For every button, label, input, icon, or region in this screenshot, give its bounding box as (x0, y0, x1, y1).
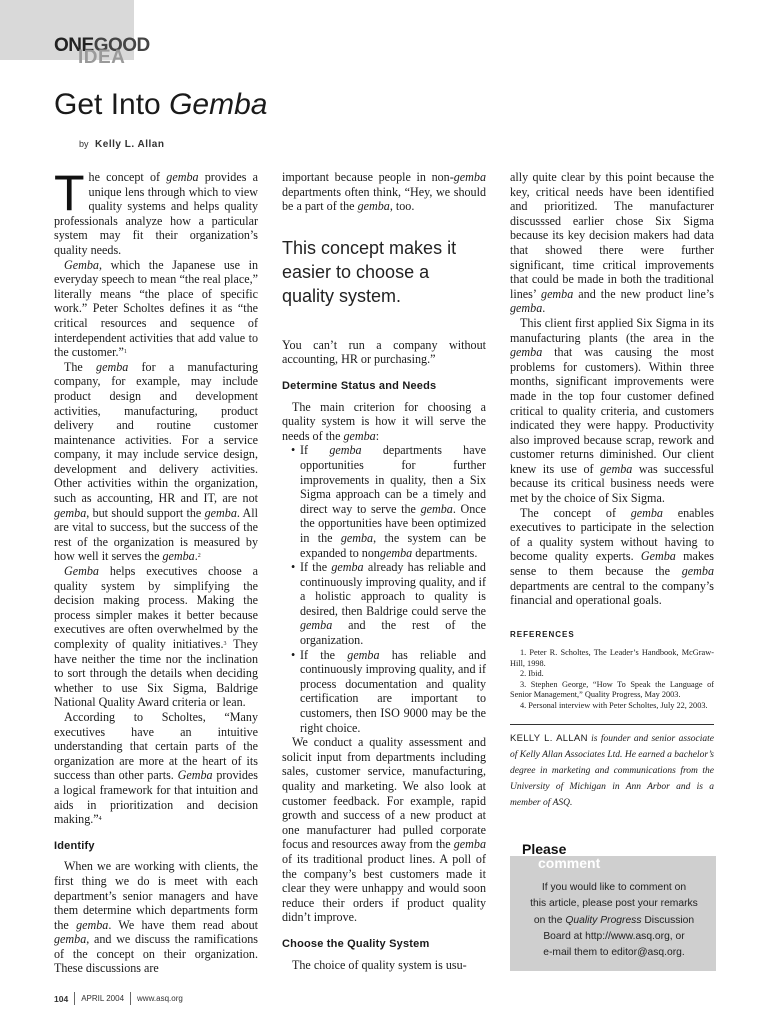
title-italic: Gemba (169, 88, 268, 121)
page-title (54, 88, 267, 122)
article-paragraph: According to Scholtes, “Many executives have an intuitive understanding that certain parts of the organization are more at the heart of its success than other parts. Gemba provides a logical framework for that intuition and aids in prioritization and decision making.”$^4$ (54, 709, 258, 827)
tag-good: GOOD (93, 35, 150, 56)
pull-quote: This concept makes it easier to choose a quality system. (282, 237, 457, 306)
byline-by: by (79, 139, 89, 149)
article-paragraph: The concept of gemba enables executives to participate in the selection of a quality system without having to become quality experts. Gemba makes sense to them because the gemba departments are central to the company’s financial and operational goals. (510, 505, 714, 608)
list-item: • If the gemba has reliable and continuously improving quality, and if process documentation and quality certification are important to customers, then ISO 9000 may be the right choice. (291, 647, 486, 735)
comment-title-line1: Please (522, 842, 600, 856)
article-paragraph: We conduct a quality assessment and solicit input from departments including sales, customer service, manufacturing, quality and marketing. We also look at customer feedback. For example, rapid growth and success of a new product at one manufacturer had pulled corporate focus and resources away from the gemba of its traditional product lines. A poll of the company’s best customers made it clear they were unhappy and would soon reduce their orders if product quality didn’t improve. (282, 735, 486, 925)
article-paragraph: Gemba helps executives choose a quality system by simplifying the decision making process. Making the process simpler makes it better because executives are often overwhelmed by the complexity of quality initiatives.$^3$ They have neither the time nor the inclination to sort through the details when deciding whether to use Six Sigma, Baldrige National Quality Award criteria or lean. (54, 564, 258, 710)
article-paragraph: This client first applied Six Sigma in its manufacturing plants (the area in the gemba that was causing the most problems for customers). Within three months, significant improvements were made in the top four customer defined critical to quality criteria, and customers indicated they were happy. Productivity also improved because scrap, rework and customer returns diminished. Our client knew its use of gemba was successful because its critical business needs were met by the choice of Six Sigma. (510, 315, 714, 506)
article-paragraph: When we are working with clients, the first thing we do is meet with each department’s senior managers and have them determine which departments form the gemba. We have them read about gemba, and we discuss the ramifications of the concept on their organization. These discussions are (54, 859, 258, 976)
comment-line: Board at http://www.asq.org, or (543, 930, 685, 942)
column-1 (54, 165, 259, 976)
heading-choose: Choose the Quality System (282, 937, 430, 950)
article-paragraph: The choice of quality system is usu- (292, 957, 467, 972)
article-paragraph: ally quite clear by this point because the key, critical needs have been identified and prioritized. The manufacturer discusssed earlier chose Six Sigma because its key decision makers had data that showed there were further significant, time critical improvements that could be made in both the traditional lines’ gemba and the new product line’s gemba. (510, 170, 714, 316)
page-footer (54, 992, 183, 1005)
reference-item: 2. Ibid. (520, 669, 544, 679)
author-bio (510, 724, 714, 811)
article-paragraph: The gemba for a manufacturing company, for example, may include product design and development activities, manufacturing, product delivery and routine customer maintenance activities. For a service company, it may include service design, development and delivery activities. Other activities within the organization, such as accounting, HR and IT, are not gemba, but should support the gemba. All are vital to success, but the success of the rest of the organization is measured by how well it serves the gemba.$^2$ (54, 359, 259, 564)
article-paragraph: Gemba, which the Japanese use in everyday speech to mean “the real place,” literally means “the place of specific work.” Peter Scholtes defines it as “the critical resources and sequence of interdependent activities that add value to the customer.”$^1$ (54, 257, 258, 360)
comment-line: e-mail them to editor@asq.org. (543, 947, 685, 959)
author-bio-text: is founder and senior associate of Kelly Allan Associates Ltd. He earned a bachelor’s degree in marketing and communications from the University of Michigan in Ann Arbor and is a member of ASQ. (510, 734, 714, 809)
comment-line: this article, please post your remarks (530, 898, 698, 910)
website: www.asq.org (137, 994, 183, 1003)
comment-body (518, 880, 710, 961)
article-paragraph: You can’t run a company without accounting, HR or purchasing.” (282, 337, 486, 367)
list-item: • If the gemba already has reliable and continuously improving quality, and if a holistic approach to quality is desired, then Baldrige could serve the gemba and the rest of the organization. (291, 560, 486, 648)
comment-publication: Quality Progress (565, 914, 642, 926)
author-bio-name: KELLY L. ALLAN (510, 733, 588, 745)
article-paragraph: important because people in non-gemba departments often think, “Hey, we should be a part of the gemba, too. (282, 170, 486, 214)
article-paragraph: The main criterion for choosing a quality system is how it will serve the needs of the gemba: (282, 399, 486, 443)
issue-date: APRIL 2004 (81, 994, 125, 1003)
column-3 (510, 170, 714, 811)
comment-line: on the Quality Progress Discussion (533, 914, 695, 926)
tag-one: ONE (54, 35, 94, 56)
comment-line: If you would like to comment on (541, 882, 687, 893)
footer-divider (74, 992, 75, 1005)
drop-cap: T (54, 165, 85, 221)
byline (79, 139, 164, 150)
heading-identify: Identify (54, 839, 95, 852)
column-2 (282, 170, 486, 972)
comment-title (522, 842, 600, 870)
section-tag (54, 36, 150, 67)
criteria-list (282, 443, 486, 735)
page-number: 104 (54, 993, 69, 1004)
byline-author: Kelly L. Allan (95, 139, 165, 150)
tag-idea: IDEA (78, 47, 126, 68)
references-heading: REFERENCES (510, 629, 575, 639)
comment-title-line2: comment (538, 855, 601, 871)
heading-determine: Determine Status and Needs (282, 379, 437, 392)
reference-item: 4. Personal interview with Peter Scholtes, July 22, 2003. (520, 700, 708, 710)
reference-item: 1. Peter R. Scholtes, The Leader’s Handbook, McGraw-Hill, 1998. (510, 648, 714, 668)
reference-item: 3. Stephen George, “How To Speak the Language of Senior Management,” Quality Progress, May 2003. (510, 679, 714, 700)
title-plain: Get Into (54, 88, 170, 121)
article-paragraph: The concept of gemba provides a unique lens through which to view quality systems and helps quality professionals analyze how a particular system may fit their organization’s quality needs. (54, 165, 258, 257)
footer-divider (130, 992, 131, 1005)
list-item: • If gemba departments have opportunities for further improvements in quality, then a Six Sigma approach can be a timely and direct way to serve the gemba. Once the opportunities have been optimized in the gemba, the system can be expanded to nongemba departments. (291, 443, 487, 560)
